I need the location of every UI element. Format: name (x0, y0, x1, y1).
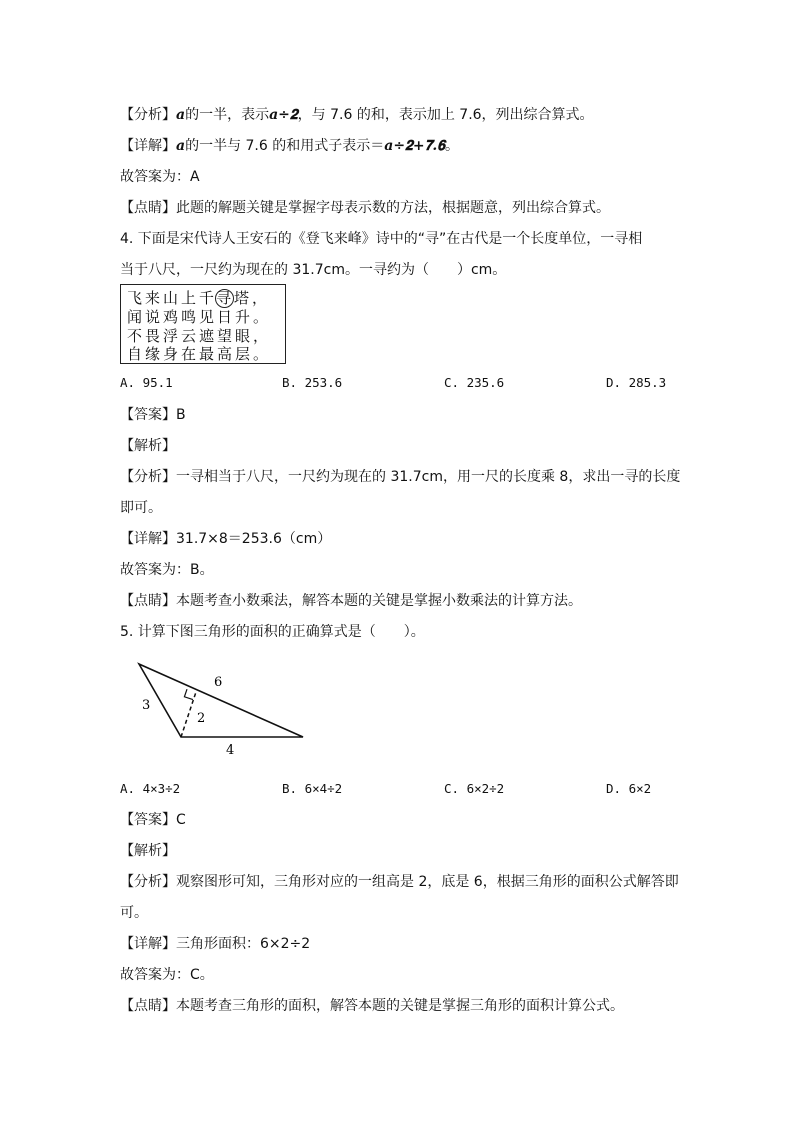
label-base: 4 (226, 743, 235, 758)
q4-options (120, 375, 680, 395)
detail-text: 。 (445, 138, 460, 154)
analysis-text: 观察图形可知，三角形对应的一组高是 2，底是 6，根据三角形的面积公式解答即 (176, 874, 679, 890)
option-c[interactable]: C. 6×2÷2 (444, 781, 505, 796)
label-height: 2 (197, 711, 206, 726)
comment-text: 此题的解题关键是掌握字母表示数的方法，根据题意，列出综合算式。 (176, 200, 610, 216)
q5-stem: 5. 计算下图三角形的面积的正确算式是（ ）。 (120, 624, 425, 640)
q3-answer: 故答案为：A (120, 169, 200, 185)
q3-comment (120, 198, 610, 218)
analysis-label: 【分析】 (120, 469, 176, 485)
detail-text: 三角形面积：6×2÷2 (176, 936, 311, 952)
q5-analysis-line1 (120, 872, 679, 892)
poem-row-1 (127, 287, 270, 306)
option-b[interactable]: B. 6×4÷2 (282, 781, 343, 796)
math-a: 𝒂 (176, 107, 186, 123)
math-expression: 𝒂÷𝟐 (269, 107, 298, 123)
right-angle-mark (184, 689, 193, 699)
q5-conclusion: 故答案为：C。 (120, 967, 214, 983)
option-b[interactable]: B. 253.6 (282, 375, 343, 390)
label-side-top: 6 (214, 675, 223, 690)
q5-analysis-line2: 可。 (120, 905, 148, 921)
option-a[interactable]: A. 95.1 (120, 375, 173, 390)
q4-comment (120, 591, 582, 611)
q4-answer: 【答案】B (120, 407, 186, 423)
detail-label: 【详解】 (120, 138, 176, 154)
q4-stem-line1: 4. 下面是宋代诗人王安石的《登飞来峰》诗中的“寻”在古代是一个长度单位，一寻相 (120, 231, 643, 247)
q3-detail (120, 136, 459, 156)
option-a[interactable]: A. 4×3÷2 (120, 781, 181, 796)
comment-label: 【点睛】 (120, 998, 176, 1014)
detail-label: 【详解】 (120, 936, 176, 952)
triangle-figure (130, 655, 320, 770)
q4-analysis-line1 (120, 467, 680, 487)
analysis-text: ，与 7.6 的和，表示加上 7.6，列出综合算式。 (297, 107, 594, 123)
detail-label: 【详解】 (120, 531, 176, 547)
q4-detail (120, 529, 331, 549)
q5-options (120, 781, 680, 801)
q4-analysis-header: 【解析】 (120, 438, 176, 454)
poem-row-4: 自缘身在最高层。 (127, 345, 272, 363)
circled-character: 寻 (216, 289, 235, 307)
analysis-label: 【分析】 (120, 874, 176, 890)
q5-analysis-header: 【解析】 (120, 843, 176, 859)
label-side-left: 3 (142, 698, 151, 713)
poem-row-3: 不畏浮云遮望眼， (127, 327, 272, 345)
q5-detail (120, 934, 310, 954)
poem-row-1-post: 塔， (234, 289, 271, 307)
q4-conclusion: 故答案为：B。 (120, 562, 214, 578)
q4-stem-line2: 当于八尺，一尺约为现在的 31.7cm。一寻约为（ ）cm。 (120, 262, 507, 278)
option-d[interactable]: D. 6×2 (606, 781, 652, 796)
poem-row-2: 闻说鸡鸣见日升。 (127, 308, 272, 326)
comment-text: 本题考查三角形的面积，解答本题的关键是掌握三角形的面积计算公式。 (176, 998, 624, 1014)
detail-text: 31.7×8＝253.6（cm） (176, 531, 332, 547)
analysis-text: 一寻相当于八尺，一尺约为现在的 31.7cm，用一尺的长度乘 8，求出一寻的长度 (176, 469, 681, 485)
math-a: 𝒂 (176, 138, 186, 154)
poem-box (120, 284, 286, 364)
option-c[interactable]: C. 235.6 (444, 375, 505, 390)
q5-comment (120, 996, 624, 1016)
q3-analysis (120, 105, 594, 125)
analysis-label: 【分析】 (120, 107, 176, 123)
option-d[interactable]: D. 285.3 (606, 375, 667, 390)
analysis-text: 的一半，表示 (185, 107, 270, 123)
q5-answer: 【答案】C (120, 812, 186, 828)
math-expression: 𝒂÷𝟐+𝟕.𝟔 (384, 138, 446, 154)
detail-text: 的一半与 7.6 的和用式子表示＝ (185, 138, 385, 154)
comment-text: 本题考查小数乘法，解答本题的关键是掌握小数乘法的计算方法。 (176, 593, 582, 609)
q4-analysis-line2: 即可。 (120, 500, 162, 516)
comment-label: 【点睛】 (120, 593, 176, 609)
poem-row-1-pre: 飞来山上千 (127, 289, 218, 307)
comment-label: 【点睛】 (120, 200, 176, 216)
